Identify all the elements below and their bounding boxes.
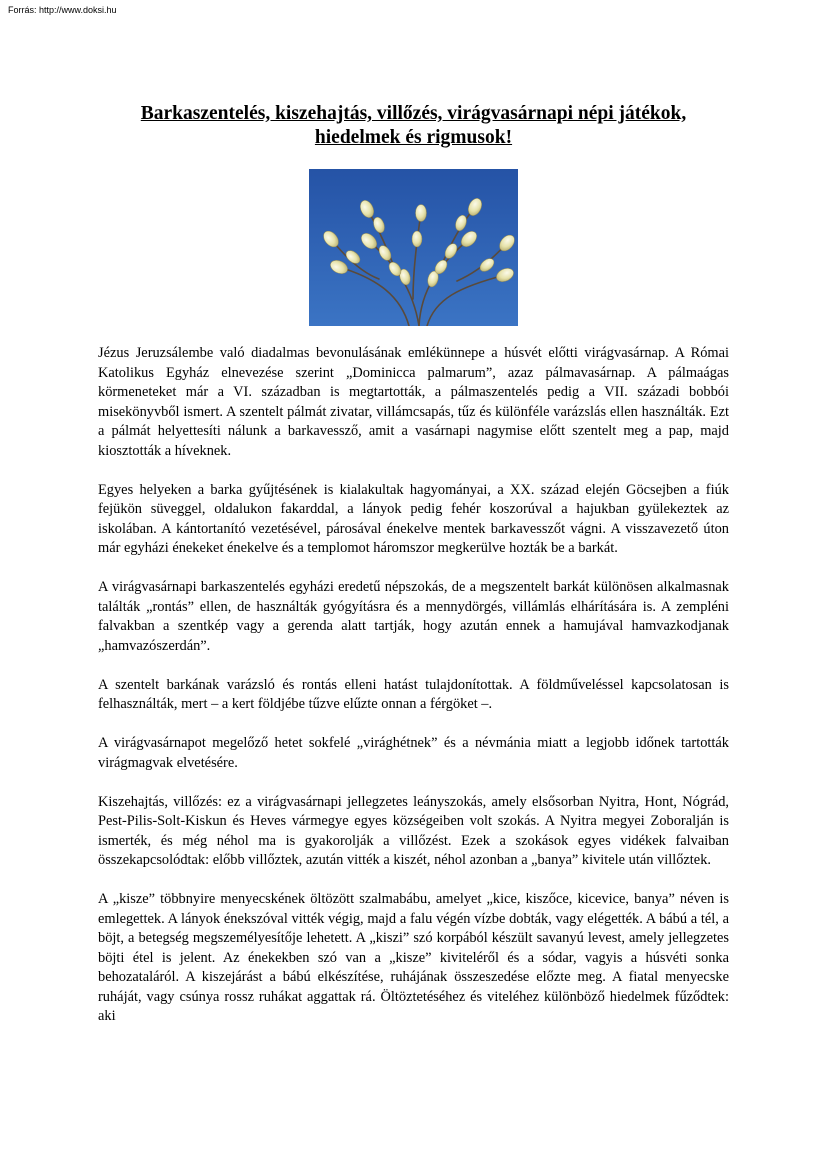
title-line-1: Barkaszentelés, kiszehajtás, villőzés, virágvasárnapi népi játékok,	[140, 103, 687, 124]
paragraph-5: A virágvasárnapot megelőző hetet sokfelé „virághétnek” és a névmánia miatt a legjobb időnek tartották virágmagvak elvetésére.	[98, 735, 729, 771]
pussy-willow-photo	[309, 169, 518, 326]
paragraph-2: Egyes helyeken a barka gyűjtésének is kialakultak hagyományai, a XX. század elején Göcsejben a fiúk fejükön süveggel, oldalukon fakarddal, a lányok pedig fehér koszorúval a hajukban gyülekeztek az iskolában. A kántortanító vezetésével, párosával énekelve mentek barkavesszőt vágni. A visszavezető úton már egyházi énekeket énekelve és a templomot háromszor megkerülve hozták be a barkát.	[98, 481, 729, 556]
title-line-2: hiedelmek és rigmusok!	[314, 127, 513, 148]
paragraph-7: A „kisze” többnyire menyecskének öltözött szalmabábu, amelyet „kice, kiszőce, kicevice, banya” néven is emlegettek. A lányok énekszóval vitték végig, majd a falu végén vízbe dobták, vagy elégették. A bábú a tél, a böjt, a betegség megszemélyesítője lehetett. A „kiszi” szó korpából készült savanyú levest, amely jellegzetes böjti étel is jelent. Az énekekben szó van a „kisze” kiviteléről és a sódar, vagyis a húsvéti sonka behozataláról. A kiszejárást a bábú elkészítése, ruhájának összeszedése előzte meg. A fiatal menyecske ruháját, vagy csúnya rossz ruhákat aggattak rá. Öltöztetéséhez és viteléhez különböző hiedelmek fűződtek: aki	[98, 891, 729, 1024]
paragraph-1: Jézus Jeruzsálembe való diadalmas bevonulásának emlékünnepe a húsvét előtti virágvasárnap. A Római Katolikus Egyház elnevezése szerint „Dominicca palmarum”, azaz pálmavasárnap. A pálmaágas körmeneteket már a VI. században is megtartották, a pálmaszentelés pedig a VII. századi bobbói misekönyvből ismert. A szentelt pálmát zivatar, villámcsapás, tűz és különféle varázslás ellen használták. Ezt a pálmát helyettesíti nálunk a barkavessző, amit a vasárnapi nagymise előtt szentelt meg a pap, majd kiosztották a híveknek.	[98, 345, 729, 459]
article-body	[98, 344, 729, 1046]
page-title	[90, 102, 737, 150]
paragraph-6: Kiszehajtás, villőzés: ez a virágvasárnapi jellegzetes leányszokás, amely elsősorban Nyitra, Hont, Nógrád, Pest-Pilis-Solt-Kiskun és Heves vármegye egyes községeiben volt szokás. A Nyitra megyei Zoboralján is ismerték, és még néhol ma is gyakorolják a villőzést. Ezek a szokások egyes vidékek falvaiban összekapcsolódtak: előbb villőztek, azután vitték a kiszét, néhol azonban a „banya” kivitele után villőztek.	[98, 793, 729, 868]
paragraph-3: A virágvasárnapi barkaszentelés egyházi eredetű népszokás, de a megszentelt barkát különösen alkalmasnak találták „rontás” ellen, de használták gyógyításra és a mennydörgés, villámlás elhárítására is. A zempléni falvakban a szentkép vagy a gerenda alatt tartják, hogy azután ennek a hamujával hamvazkodjanak „hamvazószerdán”.	[98, 579, 729, 654]
source-url: Forrás: http://www.doksi.hu	[8, 5, 117, 15]
paragraph-4: A szentelt barkának varázsló és rontás elleni hatást tulajdonítottak. A földműveléssel kapcsolatosan is felhasználták, mert – a kert földjébe tűzve elűzte onnan a férgöket –.	[98, 676, 729, 712]
